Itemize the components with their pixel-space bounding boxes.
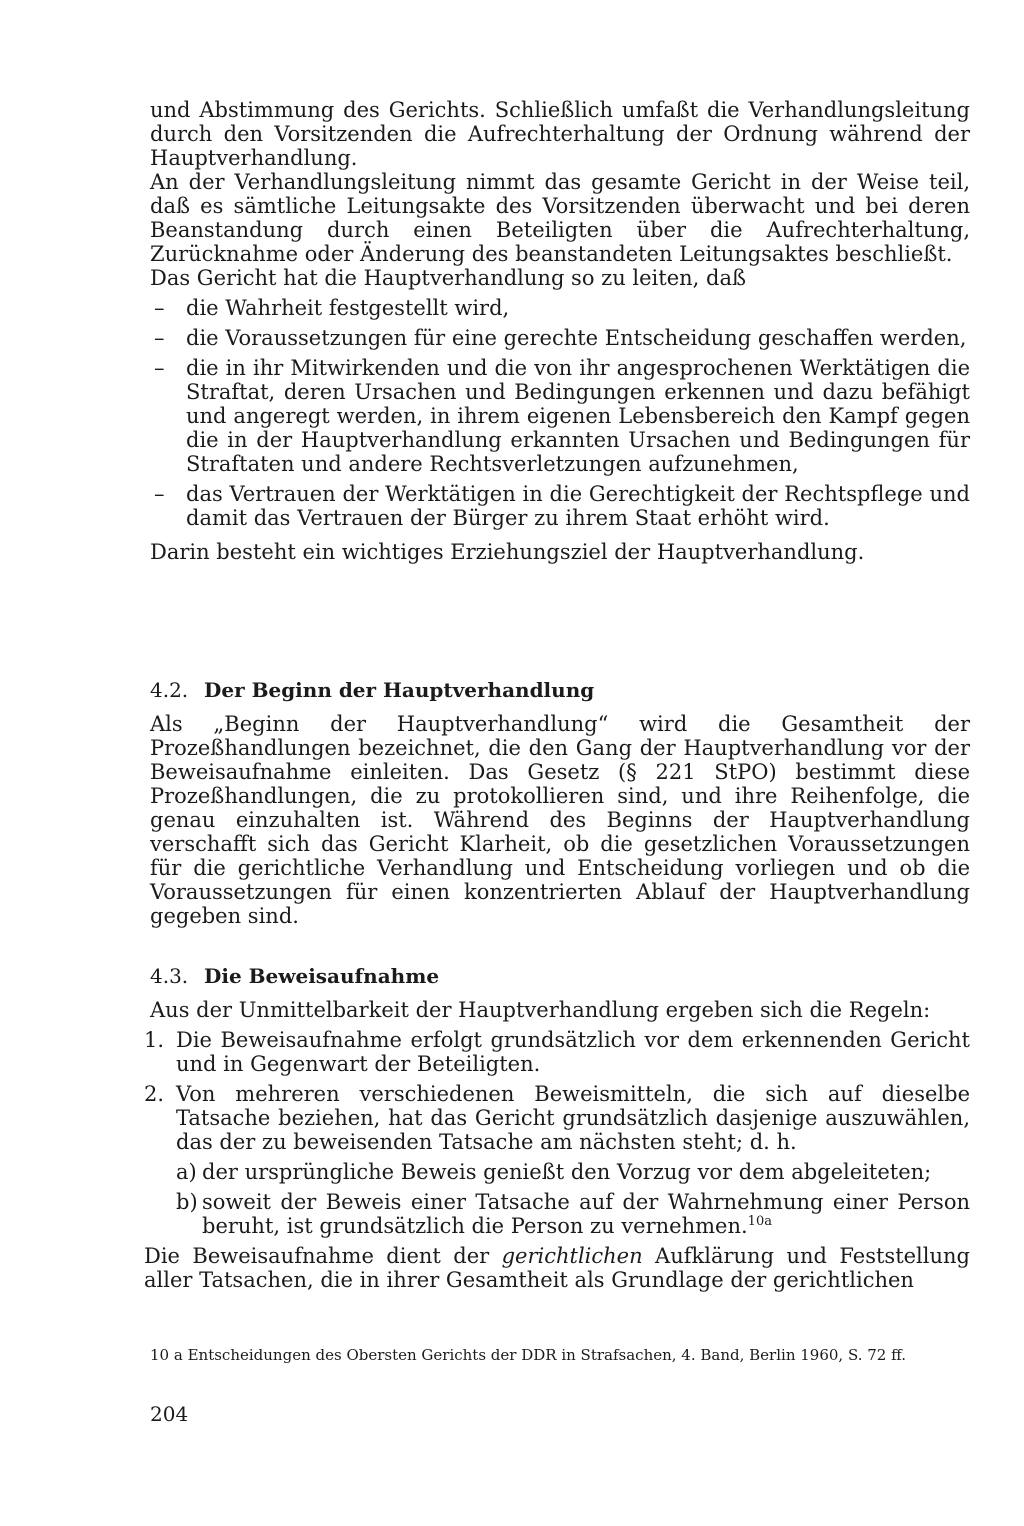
closing-text-italic: gerichtlichen	[501, 1244, 643, 1268]
goal-text: die Voraussetzungen für eine gerechte Entscheidung geschaffen werden,	[186, 326, 967, 350]
intro-paragraph-3: Das Gericht hat die Hauptverhandlung so zu leiten, daß	[150, 266, 747, 290]
sub-rules-list	[176, 1160, 970, 1238]
goals-list	[150, 296, 970, 530]
goal-item-2	[150, 326, 970, 350]
section-number: 4.2.	[150, 678, 189, 702]
section-number: 4.3.	[150, 964, 189, 988]
goal-item-4	[150, 482, 970, 530]
closing-text-end: Aufklärung und Feststellung aller Tatsachen, die in ihrer Gesamtheit als Grundlage der gerichtlichen	[144, 1244, 970, 1292]
goal-text: die Wahrheit festgestellt wird,	[186, 296, 510, 320]
dash-marker: –	[154, 356, 165, 380]
sub-rule-text: soweit der Beweis einer Tatsache auf der Wahrnehmung einer Person beruht, ist grundsätzlich die Person zu vernehmen.	[202, 1190, 970, 1238]
footnote-reference: 10a	[747, 1214, 772, 1229]
goal-item-1	[150, 296, 970, 320]
number-marker: 1.	[144, 1028, 165, 1052]
rule-text: Die Beweisaufnahme erfolgt grundsätzlich vor dem erkennenden Gericht und in Gegenwart der Beteiligten.	[176, 1028, 970, 1076]
rule-item-2	[144, 1082, 970, 1238]
section-title: Die Beweisaufnahme	[204, 964, 440, 988]
page-number: 204	[150, 1402, 189, 1426]
section-4-3-intro: Aus der Unmittelbarkeit der Hauptverhandlung ergeben sich die Regeln:	[150, 998, 931, 1022]
rule-item-1	[144, 1028, 970, 1076]
rule-text: Von mehreren verschiedenen Beweismitteln, die sich auf dieselbe Tatsache beziehen, hat das Gericht grundsätzlich dasjenige auszuwählen, das der zu beweisenden Tatsache am nächsten steht; d. h.	[176, 1082, 970, 1154]
sub-rule-text: der ursprüngliche Beweis genießt den Vorzug vor dem abgeleiteten;	[202, 1160, 932, 1184]
section-4-2-body	[150, 712, 970, 928]
section-4-3-closing	[144, 1244, 970, 1292]
sub-rule-b	[176, 1190, 970, 1238]
goal-text: das Vertrauen der Werktätigen in die Gerechtigkeit der Rechtspflege und damit das Vertrauen der Bürger zu ihrem Staat erhöht wird.	[186, 482, 970, 530]
intro-section	[150, 98, 970, 564]
section-title: Der Beginn der Hauptverhandlung	[204, 678, 595, 702]
section-4-2-paragraph: Als „Beginn der Hauptverhandlung“ wird die Gesamtheit der Prozeßhandlungen bezeichnet, die den Gang der Hauptverhandlung vor der Beweisaufnahme einleiten. Das Gesetz (§ 221 StPO) bestimmt diese Prozeßhandlungen, die zu protokollieren sind, und ihre Reihenfolge, die genau einzuhalten ist. Während des Beginns der Hauptverhandlung verschafft sich das Gericht Klarheit, ob die gesetzlichen Voraussetzungen für die gerichtliche Verhandlung und Entscheidung vorliegen und ob die Voraussetzungen für einen konzentrierten Ablauf der Hauptverhandlung gegeben sind.	[150, 712, 970, 928]
dash-marker: –	[154, 296, 165, 320]
goal-text: die in ihr Mitwirkenden und die von ihr angesprochenen Werktätigen die Straftat, deren Ursachen und Bedingungen erkennen und dazu befähigt und angeregt werden, in ihrem eigenen Lebensbereich den Kampf gegen die in der Hauptverhandlung erkannten Ursachen und Bedingungen für Straftaten und andere Rechtsverletzungen aufzunehmen,	[186, 356, 970, 476]
dash-marker: –	[154, 326, 165, 350]
rules-list	[144, 1028, 970, 1238]
goal-item-3	[150, 356, 970, 476]
section-heading-4-2	[150, 678, 594, 702]
intro-paragraph-2: An der Verhandlungsleitung nimmt das gesamte Gericht in der Weise teil, daß es sämtliche Leitungsakte des Vorsitzenden überwacht und bei deren Beanstandung durch einen Beteiligten über die Aufrechterhaltung, Zurücknahme oder Änderung des beanstandeten Leitungsaktes beschließt.	[150, 170, 970, 266]
footnote-marker: 10 a	[150, 1346, 183, 1364]
section-heading-4-3	[150, 964, 439, 988]
letter-marker: b)	[176, 1190, 198, 1214]
intro-paragraph-1: und Abstimmung des Gerichts. Schließlich umfaßt die Verhandlungsleitung durch den Vorsitzenden die Aufrechterhaltung der Ordnung während der Hauptverhandlung.	[150, 98, 970, 170]
footnote	[150, 1346, 956, 1364]
footnote-text: Entscheidungen des Obersten Gerichts der DDR in Strafsachen, 4. Band, Berlin 1960, S. 72 ff.	[187, 1346, 906, 1364]
section-4-3-body	[144, 998, 970, 1292]
letter-marker: a)	[176, 1160, 197, 1184]
dash-marker: –	[154, 482, 165, 506]
closing-text-start: Die Beweisaufnahme dient der	[144, 1244, 502, 1268]
intro-paragraph-4: Darin besteht ein wichtiges Erziehungsziel der Hauptverhandlung.	[150, 540, 865, 564]
number-marker: 2.	[144, 1082, 165, 1106]
sub-rule-a	[176, 1160, 970, 1184]
